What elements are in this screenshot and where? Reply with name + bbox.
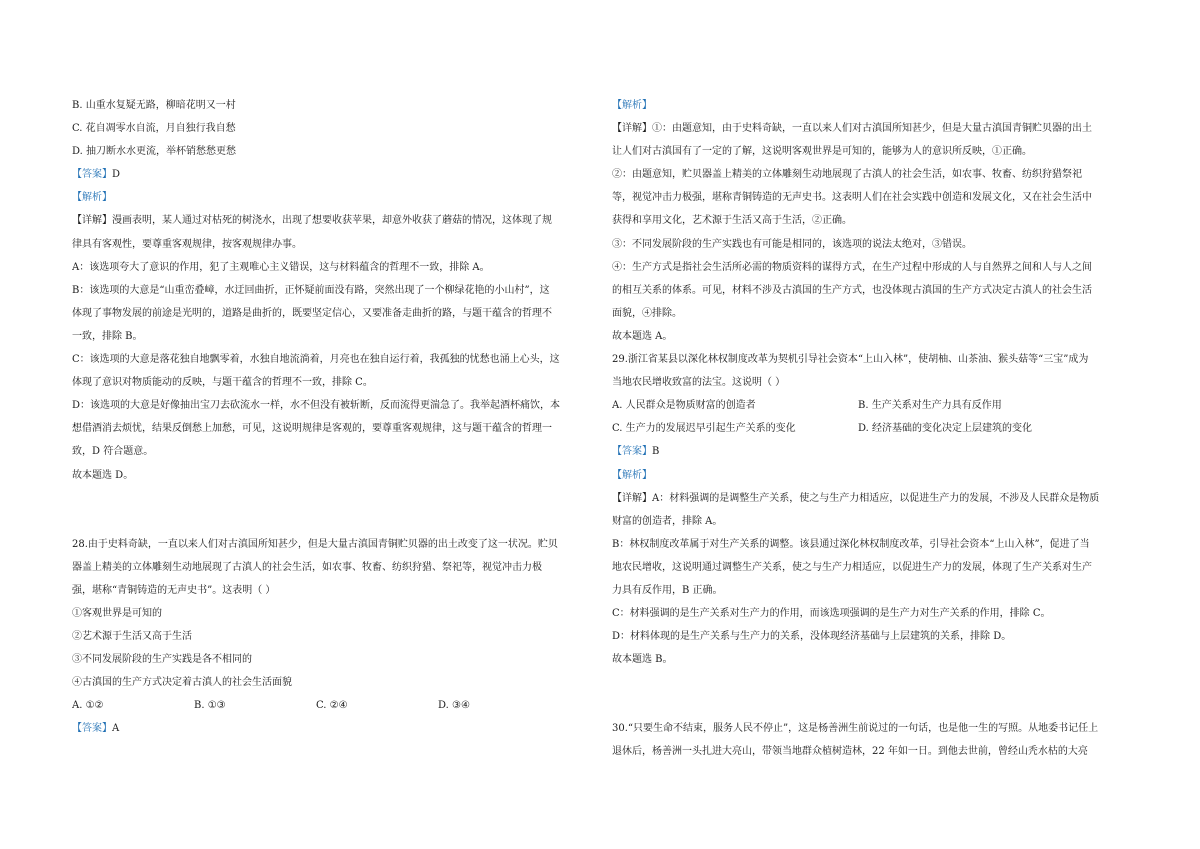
- q29-option-d: D. 经济基础的变化决定上层建筑的变化: [858, 423, 1033, 435]
- q27-detail-line: C：该选项的大意是落花独自地飘零着，水独自地流淌着，月亮也在独自运行着，我孤独的忧愁也涌上心头，这: [72, 354, 560, 366]
- q27-option-b: B. 山重水复疑无路，柳暗花明又一村: [72, 100, 236, 111]
- right-column: [612, 94, 1128, 764]
- q28-statement: ①客观世界是可知的: [72, 607, 162, 619]
- q28-detail-line: 面貌，④排除。: [612, 307, 682, 319]
- q28-detail-line: 的相互关系的体系。可见，材料不涉及古滇国的生产方式，也没体现古滇国的生产方式决定古滇人的社会生活: [612, 284, 1092, 296]
- q28-analysis-label: 【解析】: [612, 100, 652, 111]
- q27-analysis-label: 【解析】: [72, 192, 112, 204]
- q29-answer: B: [652, 446, 660, 458]
- q27-option-c: C. 花自凋零水自流，月自独行我自愁: [72, 123, 236, 135]
- q28-answer-line: [72, 717, 588, 740]
- spacer: [612, 671, 1128, 717]
- q28-detail-line: 等，视觉冲击力极强，堪称青铜铸造的无声史书。这表明人们在社会实践中创造和发展文化，又在社会生活中: [612, 192, 1092, 204]
- q28-statement: ②艺术源于生活又高于生活: [72, 630, 192, 642]
- q28-option-b: B. ①③: [194, 700, 226, 712]
- q29-answer-line: [612, 440, 1128, 463]
- q28-option-d: D. ③④: [438, 700, 470, 712]
- q27-option-d: D. 抽刀断水水更流，举杯销愁愁更愁: [72, 146, 237, 158]
- q28-stem-line: 器盖上精美的立体雕刻生动地展现了古滇人的社会生活，如农事、牧畜、纺织狩猎、祭祀等，视觉冲击力极: [72, 561, 542, 573]
- detail-label: 【详解】: [612, 492, 652, 504]
- q29-options-row: [612, 417, 1128, 440]
- q28-detail-line: 获得和享用文化，艺术源于生活又高于生活，②正确。: [612, 215, 852, 227]
- q27-detail-line: 律具有客观性，要尊重客观规律，按客观规律办事。: [72, 238, 302, 250]
- q27-detail-line: B：该选项的大意是“山重峦叠嶂，水迂回曲折，正怀疑前面没有路，突然出现了一个柳绿花艳的小山村”，这: [72, 284, 550, 296]
- q29-options-row: [612, 394, 1128, 417]
- q29-option-b: B. 生产关系对生产力具有反作用: [858, 400, 1002, 412]
- answer-label: 【答案】: [72, 169, 112, 181]
- q28-stem-line: 28.由于史料奇缺，一直以来人们对古滇国所知甚少，但是大量古滇国青铜贮贝器的出土改变了这一状况。贮贝: [72, 538, 558, 550]
- detail-label: 【详解】: [612, 123, 652, 135]
- q28-detail-line: 【详解】①：由题意知，由于史料奇缺，一直以来人们对古滇国所知甚少，但是大量古滇国青铜贮贝器的出土: [612, 123, 1092, 135]
- q27-answer: D: [112, 169, 121, 181]
- q27-detail-line: 【详解】漫画表明，某人通过对枯死的树浇水，出现了想要收获苹果，却意外收获了蘑菇的情况，这体现了规: [72, 215, 552, 227]
- q29-stem-line: 29.浙江省某县以深化林权制度改革为契机引导社会资本“上山入林”，使胡柚、山茶油、猴头菇等“三宝”成为: [612, 354, 1089, 366]
- q28-detail-line: ④：生产方式是指社会生活所必需的物质资料的谋得方式，在生产过程中形成的人与自然界之间和人与人之间: [612, 261, 1092, 273]
- q28-detail-line: 故本题选 A。: [612, 330, 673, 342]
- q28-option-a: A. ①②: [72, 700, 104, 712]
- q27-detail-line: 想借酒消去烦忧，结果反倒愁上加愁，可见，这说明规律是客观的，要尊重客观规律，这与题干蕴含的哲理一: [72, 423, 552, 435]
- q27-answer-line: [72, 163, 588, 186]
- q27-detail-line: 体现了意识对物质能动的反映，与题干蕴含的哲理不一致，排除 C。: [72, 377, 373, 389]
- q27-detail-line: D：该选项的大意是好像抽出宝刀去砍流水一样，水不但没有被斩断，反而流得更湍急了。我举起酒杯痛饮，本: [72, 400, 561, 412]
- spacer: [72, 487, 588, 533]
- q29-detail-line: 地农民增收，这说明通过调整生产关系，使之与生产力相适应，以促进生产力的发展，体现了生产关系对生产: [612, 561, 1092, 573]
- detail-label: 【详解】: [72, 215, 112, 227]
- q27-detail-line: 体现了事物发展的前途是光明的，道路是曲折的，既要坚定信心，又要准备走曲折的路，与题干蕴含的哲理不: [72, 307, 552, 319]
- q29-stem-line: 当地农民增收致富的法宝。这说明（ ）: [612, 377, 786, 389]
- q27-detail-line: 一致，排除 B。: [72, 330, 143, 342]
- q29-detail-line: D：材料体现的是生产关系与生产力的关系，没体现经济基础与上层建筑的关系，排除 D。: [612, 631, 1012, 643]
- q29-option-a: A. 人民群众是物质财富的创造者: [612, 400, 756, 412]
- q28-options: [72, 694, 588, 717]
- q29-detail-line: 力具有反作用，B 正确。: [612, 584, 723, 596]
- q29-detail-line: 财富的创造者，排除 A。: [612, 515, 723, 527]
- q28-detail-line: ②：由题意知，贮贝器盖上精美的立体雕刻生动地展现了古滇人的社会生活，如农事、牧畜、纺织狩猎祭祀: [612, 169, 1082, 181]
- q28-option-c: C. ②④: [316, 700, 348, 712]
- q28-detail-line: 让人们对古滇国有了一定的了解，这说明客观世界是可知的，能够为人的意识所反映，①正确。: [612, 146, 1032, 158]
- q28-statement: ④古滇国的生产方式决定着古滇人的社会生活面貌: [72, 677, 292, 689]
- q28-statement: ③不同发展阶段的生产实践是各不相同的: [72, 654, 252, 666]
- q29-detail-line: C：材料强调的是生产关系对生产力的作用，而该选项强调的是生产力对生产关系的作用，排除 C。: [612, 608, 1051, 620]
- q28-stem-line: 强，堪称“青铜铸造的无声史书”。这表明（ ）: [72, 584, 276, 596]
- left-column: [72, 94, 588, 740]
- q27-detail-line: 致，D 符合题意。: [72, 446, 154, 458]
- q29-detail-line: 故本题选 B。: [612, 654, 673, 666]
- q27-detail-line: A：该选项夸大了意识的作用，犯了主观唯心主义错误，这与材料蕴含的哲理不一致，排除 A。: [72, 261, 490, 273]
- q30-stem-line: 退休后，杨善洲一头扎进大亮山，带领当地群众植树造林，22 年如一日。到他去世前，曾经山秃水枯的大亮: [612, 746, 1088, 758]
- q28-detail-line: ③：不同发展阶段的生产实践也有可能是相同的，该选项的说法太绝对，③错误。: [612, 238, 972, 250]
- q29-detail-line: B：林权制度改革属于对生产关系的调整。该县通过深化林权制度改革，引导社会资本“上山入林”，促进了当: [612, 538, 1090, 550]
- answer-label: 【答案】: [612, 446, 652, 458]
- q30-stem-line: 30.“只要生命不结束，服务人民不停止”，这是杨善洲生前说过的一句话，也是他一生的写照。从地委书记任上: [612, 723, 1099, 735]
- q28-answer: A: [112, 723, 120, 735]
- q29-option-c: C. 生产力的发展迟早引起生产关系的变化: [612, 423, 796, 435]
- q29-detail-line: 【详解】A：材料强调的是调整生产关系，使之与生产力相适应，以促进生产力的发展，不涉及人民群众是物质: [612, 492, 1100, 504]
- answer-label: 【答案】: [72, 723, 112, 735]
- q29-analysis-label: 【解析】: [612, 469, 652, 481]
- q27-detail-line: 故本题选 D。: [72, 469, 134, 481]
